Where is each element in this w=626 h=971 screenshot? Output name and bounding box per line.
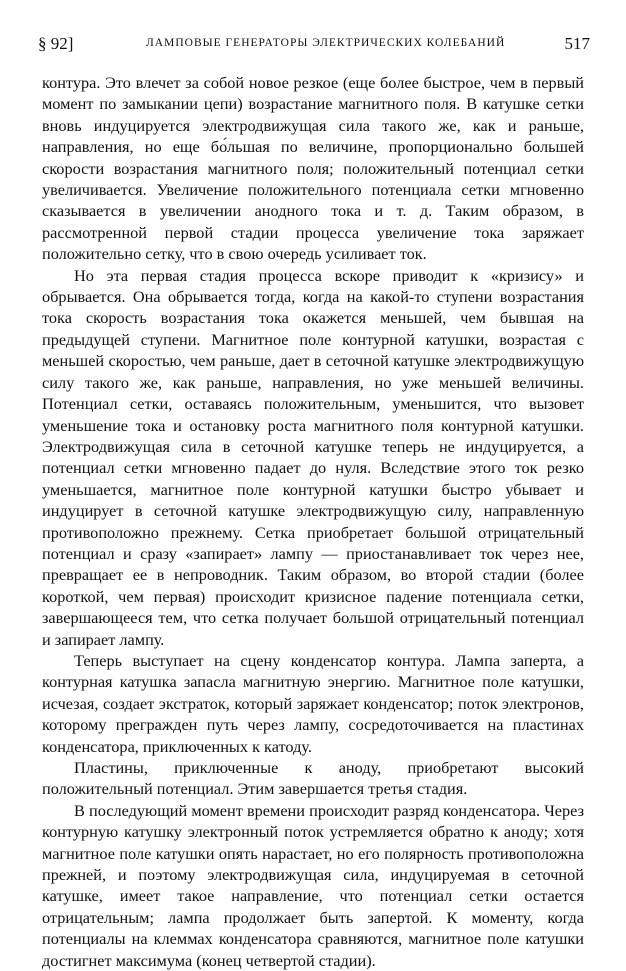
page-number: 517 [564,34,590,53]
running-title: ЛАМПОВЫЕ ГЕНЕРАТОРЫ ЭЛЕКТРИЧЕСКИХ КОЛЕБАНИЙ [146,37,506,49]
paragraph: Но эта первая стадия процесса вскоре приводит к «кризису» и обрывается. Она обрывается тогда, когда на какой-то ступени возрастания тока скорость возрастания тока окажется меньшей, чем бывшая на предыдущей ступени. Магнитное поле контурной катушки, возрастая с меньшей скоростью, чем раньше, дает в сеточной катушке электродвижущую силу такого же, как раньше, направления, но уже меньшей величины. Потенциал сетки, оставаясь положительным, уменьшится, что вызовет уменьшение тока и остановку роста магнитного поля контурной катушки. Электродвижущая сила в сеточной катушке теперь не индуцируется, а потенциал сетки мгновенно падает до нуля. Вследствие этого ток резко уменьшается, магнитное поле контурной катушки быстро убывает и индуцирует в сеточной катушке электродвижущую силу, направленную противоположно прежнему. Сетка приобретает большой отрицательный потенциал и сразу «запирает» лампу — приостанавливает ток через нее, превращает ее в непроводник. Таким образом, во второй стадии (более короткой, чем первая) происходит кризисное падение потенциала сетки, завершающееся тем, что сетка получает большой отрицательный потенциал и запирает лампу. [42,265,584,649]
body-text [42,72,584,971]
paragraph: контура. Это влечет за собой новое резкое (еще более быстрое, чем в первый момент по замыкании цепи) возрастание магнитного поля. В катушке сетки вновь индуцируется электродвижущая сила такого же, как и раньше, направления, но еще бо́льшая по величине, пропорционально большей скорости возрастания магнитного поля; положительный потенциал сетки увеличивается. Увеличение положительного потенциала сетки мгновенно сказывается в увеличении анодного тока и т. д. Таким образом, в рассмотренной первой стадии процесса увеличение тока заряжает положительно сетку, что в свою очередь усиливает ток. [42,73,584,264]
section-number: § 92] [38,34,74,53]
paragraph: Теперь выступает на сцену конденсатор контура. Лампа заперта, а контурная катушка запасла магнитную энергию. Магнитное поле катушки, исчезая, создает экстраток, который заряжает конденсатор; поток электронов, которому прегражден путь через лампу, сосредоточивается на пластинах конденсатора, приключенных к катоду. [42,650,584,756]
page-header [38,34,590,58]
paragraph: Пластины, приключенные к аноду, приобретают высокий положительный потенциал. Этим завершается третья стадия. [42,758,584,799]
paragraph: В последующий момент времени происходит разряд конденсатора. Через контурную катушку электронный поток устремляется обратно к аноду; хотя магнитное поле катушки опять нарастает, но его полярность противоположна прежней, и поэтому электродвижущая сила, индуцируемая в сеточной катушке, имеет такое направление, что потенциал сетки остается отрицательным; лампа продолжает быть запертой. К моменту, когда потенциалы на клеммах конденсатора сравняются, магнитное поле катушки достигнет максимума (конец четвертой стадии). [42,800,584,970]
